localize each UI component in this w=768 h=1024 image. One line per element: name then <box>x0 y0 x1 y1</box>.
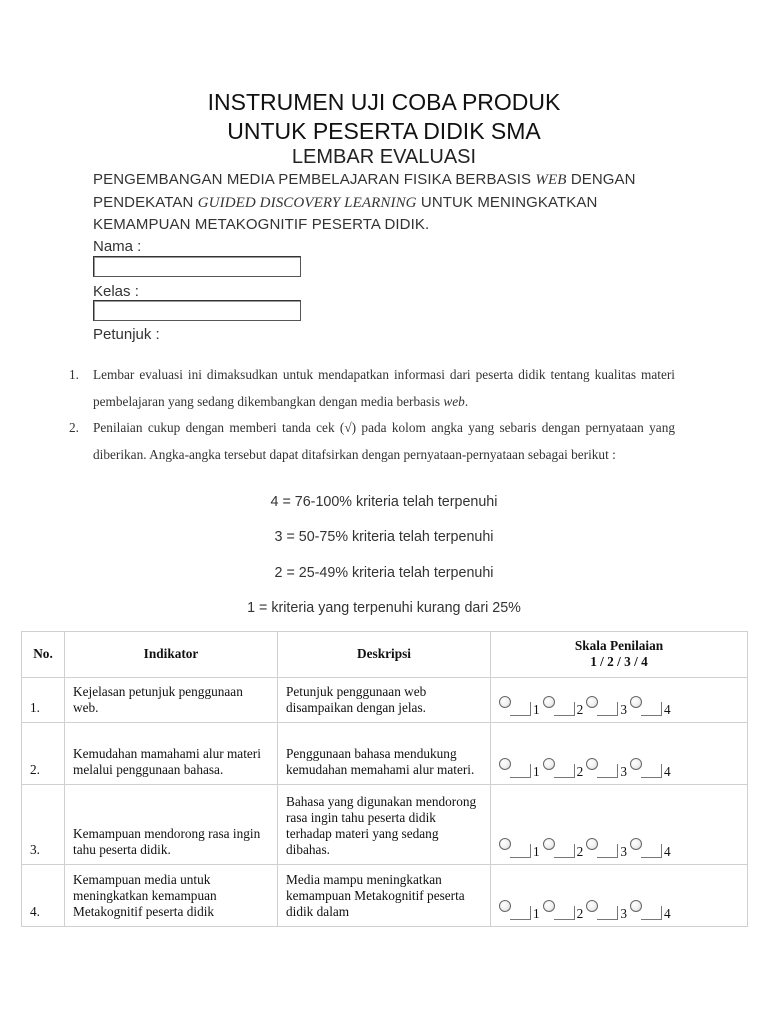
radio-frame <box>641 764 662 778</box>
radio-frame <box>597 844 618 858</box>
instruction-item <box>0 362 675 415</box>
radio-option-2[interactable] <box>543 838 587 858</box>
radio-option-1[interactable] <box>499 696 543 716</box>
row-description: Petunjuk penggunaan web disampaikan dengan jelas. <box>278 678 491 723</box>
header-description: Deskripsi <box>278 632 491 678</box>
radio-label: 1 <box>533 906 540 921</box>
radio-option-4[interactable] <box>630 758 674 778</box>
instruction-number: 1. <box>69 367 79 382</box>
scale-criteria-4: 4 = 76-100% kriteria telah terpenuhi <box>270 494 498 510</box>
header-scale <box>491 632 748 678</box>
radio-frame <box>641 702 662 716</box>
instruction-number: 2. <box>69 420 79 435</box>
radio-option-1[interactable] <box>499 838 543 858</box>
document-subtitle <box>93 169 693 237</box>
row-number: 4. <box>22 865 65 927</box>
row-indicator: Kejelasan petunjuk penggunaan web. <box>65 678 278 723</box>
radio-label: 4 <box>663 906 671 921</box>
row-number: 2. <box>22 723 65 785</box>
radio-option-3[interactable] <box>586 758 630 778</box>
instruction-end: . <box>464 393 469 409</box>
subtitle-part-1: PENGEMBANGAN MEDIA PEMBELAJARAN FISIKA BERBASIS <box>93 171 536 188</box>
radio-option-4[interactable] <box>630 696 674 716</box>
radio-option-4[interactable] <box>630 900 674 920</box>
row-scale <box>491 785 748 865</box>
radio-frame <box>510 702 531 716</box>
radio-label: 1 <box>533 844 540 859</box>
title-line-3: LEMBAR EVALUASI <box>291 146 477 168</box>
row-description: Penggunaan bahasa mendukung kemudahan memahami alur materi. <box>278 723 491 785</box>
row-indicator: Kemudahan mamahami alur materi melalui penggunaan bahasa. <box>65 723 278 785</box>
radio-option-3[interactable] <box>586 900 630 920</box>
class-label: Kelas : <box>93 283 139 300</box>
class-input[interactable] <box>93 300 301 321</box>
subtitle-part-2: DENGAN PENDEKATAN <box>93 171 636 211</box>
name-label: Nama : <box>93 238 142 255</box>
table-row <box>22 678 748 723</box>
radio-option-2[interactable] <box>543 696 587 716</box>
radio-group <box>499 898 739 920</box>
row-scale <box>491 865 748 927</box>
radio-label: 3 <box>620 764 627 779</box>
radio-frame <box>597 764 618 778</box>
row-scale <box>491 678 748 723</box>
instruction-text: Penilaian cukup dengan memberi tanda cek (√) pada kolom angka yang sebaris dengan pernyataan yang diberikan. Angka-angka tersebut dapat ditafsirkan dengan pernyataan-pernyataan sebagai berikut : <box>93 420 675 462</box>
radio-label: 4 <box>663 702 671 717</box>
instructions-list <box>0 362 768 468</box>
radio-label: 1 <box>533 764 540 779</box>
radio-label: 2 <box>576 702 584 717</box>
radio-option-4[interactable] <box>630 838 674 858</box>
radio-frame <box>554 764 575 778</box>
radio-frame <box>641 906 662 920</box>
name-input[interactable] <box>93 256 301 277</box>
radio-option-2[interactable] <box>543 758 587 778</box>
scale-criteria-2: 2 = 25-49% kriteria telah terpenuhi <box>274 565 494 581</box>
radio-option-2[interactable] <box>543 900 587 920</box>
row-number: 3. <box>22 785 65 865</box>
radio-label: 4 <box>663 844 671 859</box>
radio-group <box>499 756 739 778</box>
table-row <box>22 865 748 927</box>
instruction-italic: web <box>443 393 465 409</box>
radio-label: 2 <box>576 906 584 921</box>
radio-label: 4 <box>663 764 671 779</box>
radio-frame <box>510 764 531 778</box>
radio-label: 3 <box>620 906 627 921</box>
header-no: No. <box>22 632 65 678</box>
instruction-item <box>0 415 675 468</box>
radio-option-3[interactable] <box>586 696 630 716</box>
radio-frame <box>510 906 531 920</box>
radio-frame <box>510 844 531 858</box>
radio-option-3[interactable] <box>586 838 630 858</box>
radio-label: 2 <box>576 764 584 779</box>
scale-criteria-3: 3 = 50-75% kriteria telah terpenuhi <box>274 529 494 545</box>
instructions-label: Petunjuk : <box>93 326 160 343</box>
radio-frame <box>554 844 575 858</box>
radio-frame <box>554 906 575 920</box>
radio-frame <box>597 906 618 920</box>
row-indicator: Kemampuan mendorong rasa ingin tahu peserta didik. <box>65 785 278 865</box>
table-header-row <box>22 632 748 678</box>
radio-frame <box>554 702 575 716</box>
instruction-text: Lembar evaluasi ini dimaksudkan untuk mendapatkan informasi dari peserta didik tentang kualitas materi pembelajaran yang sedang dikembangkan dengan media berbasis <box>93 367 675 409</box>
title-line-2: UNTUK PESERTA DIDIK SMA <box>227 118 541 144</box>
row-indicator: Kemampuan media untuk meningkatkan kemampuan Metakognitif peserta didik <box>65 865 278 927</box>
radio-option-1[interactable] <box>499 900 543 920</box>
row-description: Bahasa yang digunakan mendorong rasa ingin tahu peserta didik terhadap materi yang sedang dibahas. <box>278 785 491 865</box>
table-row <box>22 723 748 785</box>
subtitle-part-3: UNTUK MENINGKATKAN KEMAMPUAN METAKOGNITIF PESERTA DIDIK. <box>93 193 598 233</box>
header-scale-title: Skala Penilaian <box>574 637 664 653</box>
radio-frame <box>641 844 662 858</box>
radio-frame <box>597 702 618 716</box>
title-line-1: INSTRUMEN UJI COBA PRODUK <box>207 89 561 115</box>
radio-label: 3 <box>620 844 627 859</box>
row-number: 1. <box>22 678 65 723</box>
radio-option-1[interactable] <box>499 758 543 778</box>
radio-label: 1 <box>533 702 540 717</box>
header-scale-values: 1 / 2 / 3 / 4 <box>590 653 648 669</box>
radio-group <box>499 836 739 858</box>
subtitle-italic-method: GUIDED DISCOVERY LEARNING <box>197 194 417 211</box>
evaluation-table <box>21 631 748 927</box>
table-row <box>22 785 748 865</box>
subtitle-italic-web: WEB <box>535 172 567 188</box>
radio-group <box>499 694 739 716</box>
radio-label: 2 <box>576 844 584 859</box>
scale-criteria-1: 1 = kriteria yang terpenuhi kurang dari 25% <box>247 600 521 616</box>
header-indicator: Indikator <box>65 632 278 678</box>
row-scale <box>491 723 748 785</box>
radio-label: 3 <box>620 702 627 717</box>
row-description: Media mampu meningkatkan kemampuan Metakognitif peserta didik dalam <box>278 865 491 927</box>
